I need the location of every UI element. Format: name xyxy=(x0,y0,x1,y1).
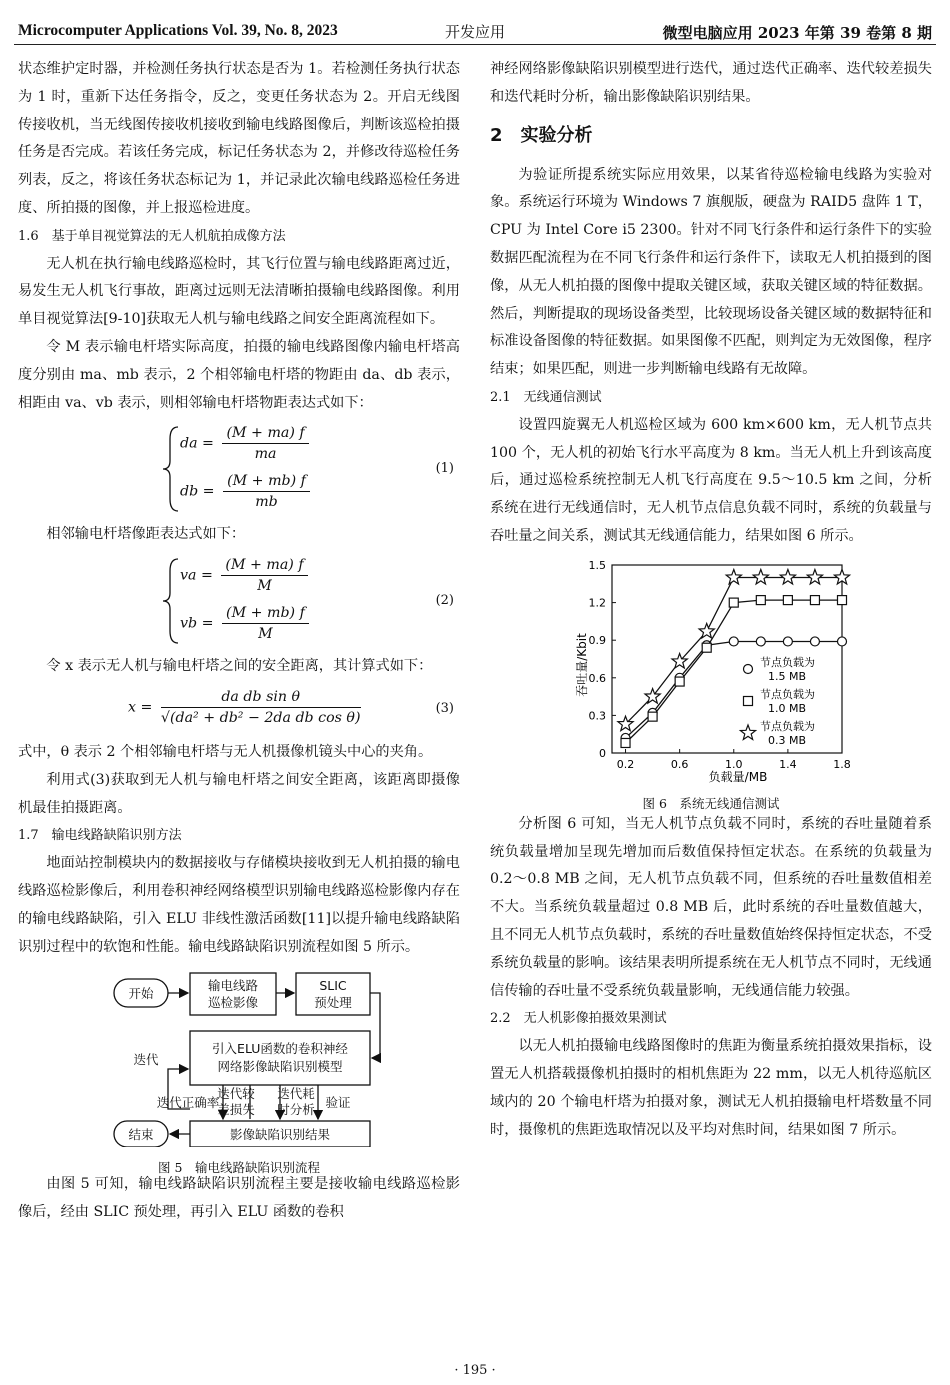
legend-label: 0.3 MB xyxy=(768,733,807,747)
model-label-2: 网络影像缺陷识别模型 xyxy=(217,1059,343,1075)
legend-marker-square xyxy=(744,696,753,705)
paragraph: 无人机在执行输电线路巡检时，其飞行位置与输电线路距离过近，易发生无人机飞行事故，距离过远则无法清晰拍摄输电线路图像。利用单目视觉算法[9-10]获取无人机与输电线路之间安全距离流程如下。 xyxy=(18,255,460,328)
page-number: · 195 · xyxy=(454,1363,496,1378)
data-point-square xyxy=(675,677,684,686)
data-point-star xyxy=(699,623,714,638)
y-tick-label: 0.3 xyxy=(588,709,606,723)
cnn-model-node xyxy=(190,1031,370,1085)
legend-label: 1.5 MB xyxy=(768,669,807,683)
paragraph: 相邻输电杆塔像距表达式如下： xyxy=(46,526,246,543)
end-label: 结束 xyxy=(128,1127,154,1143)
eq2-lhs-1: va xyxy=(180,567,197,584)
legend-marker-circle xyxy=(744,664,753,673)
eq2-lhs-2: vb xyxy=(180,615,198,632)
section-heading-2: 2 实验分析 xyxy=(490,124,593,146)
data-point-square xyxy=(621,738,630,747)
right-column xyxy=(490,56,932,1144)
figure-6-chart xyxy=(490,557,932,811)
eq1-numerator-1: (M + ma) f xyxy=(222,423,308,444)
data-point-circle xyxy=(810,637,819,646)
y-tick-label: 0 xyxy=(599,746,606,760)
equation-2: va = $\frac{(M + ma) f}{M}$ vb = $\frac{(M + mb) f}{M}$ (2) xyxy=(18,553,460,649)
eq3-numerator: da db sin θ xyxy=(161,687,361,708)
data-point-star xyxy=(645,688,660,703)
y-tick-label: 1.5 xyxy=(588,558,606,572)
page-header xyxy=(0,0,950,44)
equation-number-3: (3) xyxy=(435,700,454,716)
data-point-circle xyxy=(756,637,765,646)
figure-6-caption: 图 6 系统无线通信测试 xyxy=(642,795,780,811)
figure-5-flowchart xyxy=(18,969,460,1176)
legend-label: 1.0 MB xyxy=(768,701,807,715)
eq1-lhs-2: db xyxy=(180,483,199,500)
legend-label: 节点负载为 xyxy=(760,687,815,701)
time-label-1: 迭代耗 xyxy=(277,1086,315,1102)
loss-label-2: 差损失 xyxy=(217,1102,255,1118)
paragraph: 以无人机拍摄输电线路图像时的焦距为衡量系统拍摄效果指标，设置无人机搭载摄像机拍摄时的相机焦距为 22 mm，以无人机待巡航区域内的 20 个输电杆塔为拍摄对象，测试无人机拍摄输电杆塔数量不同时，摄像机的焦距选取情况以及平均对焦时间，结果如图 7 所示。 xyxy=(490,1038,932,1138)
iteration-label: 迭代 xyxy=(133,1052,159,1068)
paragraph: 由图 5 可知，输电线路缺陷识别流程主要是接收输电线路巡检影像后，经由 SLIC 预处理，再引入 ELU 函数的卷积 xyxy=(18,1176,460,1221)
loss-label-1: 迭代较 xyxy=(217,1086,255,1102)
x-axis-label: 负载量/MB xyxy=(708,769,768,783)
eq3-denominator: √(da² + db² − 2da db cos θ) xyxy=(160,709,361,726)
legend-marker-star xyxy=(740,725,755,740)
eq1-denominator-1: ma xyxy=(254,446,277,463)
y-axis-label: 吞吐量/Kbit xyxy=(575,632,589,697)
eq2-denominator-1: M xyxy=(257,578,272,595)
equation-number-2: (2) xyxy=(435,593,454,609)
left-column xyxy=(18,56,460,1227)
image-label-1: 输电线路 xyxy=(207,978,259,994)
x-tick-label: 1.8 xyxy=(833,757,851,771)
data-point-square xyxy=(756,595,765,604)
data-point-square xyxy=(810,595,819,604)
equation-3 xyxy=(18,685,460,735)
eq1-numerator-2: (M + mb) f xyxy=(223,471,310,492)
figure-5-caption: 图 5 输电线路缺陷识别流程 xyxy=(158,1160,320,1176)
eq3-lhs: x = xyxy=(128,699,153,716)
eq2-denominator-2: M xyxy=(258,626,273,643)
data-point-circle xyxy=(783,637,792,646)
data-point-circle xyxy=(729,637,738,646)
time-label-2: 时分析 xyxy=(277,1102,315,1118)
paragraph: 为验证所提系统实际应用效果，以某省待巡检输电线路为实验对象。系统运行环境为 Windows 7 旗舰版，硬盘为 RAID5 盘阵 1 T，CPU 为 Intel Core i5 2300。针对不同飞行条件和运行条件下的实验数据匹配流程为在不同飞行条件和运行条件下，读取无人机拍摄到的图像，从无人机拍摄的图像中提取关键区域，获取关键区域的特征数据。然后，判断提取的现场设备类型，比较现场设备关键区域的数据特征和标准设备图像的特征数据。如果图像不匹配，则判定为无效图像，程序结束；如果匹配，则进一步判断输电线路有无故障。 xyxy=(490,166,932,378)
data-point-square xyxy=(729,598,738,607)
paragraph: 令 M 表示输电杆塔实际高度，拍摄的输电线路图像内输电杆塔高度分别由 ma、mb 表示，2 个相邻输电杆塔的物距由 da、db 表示，相距由 va、vb 表示，则相邻输电杆塔物距表达式如下： xyxy=(18,338,460,411)
eq2-numerator-2: (M + mb) f xyxy=(222,603,309,624)
start-label: 开始 xyxy=(128,986,154,1002)
section-heading-1-6: 1.6 基于单目视觉算法的无人机航拍成像方法 xyxy=(18,228,286,244)
verify-label: 验证 xyxy=(325,1095,351,1111)
paragraph: 状态维护定时器，并检测任务执行状态是否为 1。若检测任务执行状态为 1 时，重新下达任务指令，反之，变更任务状态为 2。开启无线图传接收机，当无线图传接收机接收到输电线路图像后，判断该巡检拍摄任务是否完成。若该任务完成，标记任务状态为 2，并修改待巡检任务列表，反之，将该任务状态标记为 1，并记录此次输电线路巡检任务进度、所拍摄的图像，并上报巡检进度。 xyxy=(18,61,460,216)
equation-number-1: (1) xyxy=(435,461,454,477)
paragraph: 利用式(3)获取到无人机与输电杆塔之间安全距离，该距离即摄像机最佳拍摄距离。 xyxy=(18,771,460,816)
paragraph: 设置四旋翼无人机巡检区域为 600 km×600 km，无人机节点共 100 个，无人机的初始飞行水平高度为 8 km。当无人机上升到该高度后，通过巡检系统控制无人机飞行高度在 9.5～10.5 km 之间，分析系统在进行无线通信时，无人机节点信息负载不同时，系统的负载量与吞吐量之间关系，测试其无线通信能力，结果如图 6 所示。 xyxy=(490,416,932,544)
journal-chinese-title: 微型电脑应用 2023 年第 39 卷第 8 期 xyxy=(662,24,932,42)
data-point-star xyxy=(807,569,822,584)
eq2-numerator-1: (M + ma) f xyxy=(221,555,307,576)
paragraph: 分析图 6 可知，当无人机节点负载不同时，系统的吞吐量随着系统负载量增加呈现先增加而后数值保持恒定状态。在系统的负载量为 0.2～0.8 MB 之间，无人机节点负载不同，但系统的吞吐量数值相差不大。当系统负载量超过 0.8 MB 后，此时系统的吞吐量数值越大，且不同无人机节点负载时，系统的吞吐量数值始终保持恒定状态，不受系统负载量的影响。该结果表明所提系统在无人机节点不同时，无线通信传输的吞吐量不受系统负载量影响，无线通信能力较强。 xyxy=(490,815,932,999)
data-point-circle xyxy=(838,637,847,646)
legend-label: 节点负载为 xyxy=(760,719,815,733)
x-tick-label: 1.4 xyxy=(779,757,797,771)
column-label: 开发应用 xyxy=(444,23,505,41)
slic-label-1: SLIC xyxy=(319,978,347,994)
section-heading-2-2: 2.2 无人机影像拍摄效果测试 xyxy=(490,1011,667,1027)
journal-english-title: Microcomputer Applications Vol. 39, No. 8, 2023 xyxy=(18,22,338,39)
data-point-square xyxy=(702,643,711,652)
header-rule xyxy=(14,44,936,45)
result-label: 影像缺陷识别结果 xyxy=(229,1127,331,1143)
image-label-2: 巡检影像 xyxy=(207,995,259,1011)
x-tick-label: 0.6 xyxy=(670,757,689,771)
x-tick-label: 1.0 xyxy=(725,757,743,771)
throughput-chart xyxy=(490,557,932,783)
accuracy-label: 迭代正确率 xyxy=(156,1095,220,1111)
data-point-square xyxy=(838,595,847,604)
eq1-denominator-2: mb xyxy=(255,494,278,511)
y-tick-label: 1.2 xyxy=(588,596,606,610)
section-heading-1-7: 1.7 输电线路缺陷识别方法 xyxy=(18,828,182,844)
paragraph: 地面站控制模块内的数据接收与存储模块接收到无人机拍摄的输电线路巡检影像后，利用卷积神经网络模型识别输电线路巡检影像内存在的输电线路缺陷，引入 ELU 非线性激活函数[11]以提升输电线路缺陷识别过程中的软饱和性能。输电线路缺陷识别流程如图 5 所示。 xyxy=(18,855,460,955)
paragraph: 神经网络影像缺陷识别模型进行迭代，通过迭代正确率、迭代较差损失和迭代耗时分析，输出影像缺陷识别结果。 xyxy=(490,61,932,105)
y-tick-label: 0.6 xyxy=(588,671,606,685)
legend-label: 节点负载为 xyxy=(760,655,815,669)
data-point-square xyxy=(648,712,657,721)
data-point-square xyxy=(783,595,792,604)
slic-label-2: 预处理 xyxy=(314,995,352,1011)
equation-1: da = $\frac{(M + ma) f}{ma}$ db = $\frac{(M + mb) f}{mb}$ (1) xyxy=(18,421,460,517)
data-point-star xyxy=(780,569,795,584)
paragraph: 令 x 表示无人机与输电杆塔之间的安全距离，其计算式如下： xyxy=(46,658,433,675)
eq1-lhs-1: da xyxy=(180,435,198,452)
x-tick-label: 0.2 xyxy=(616,757,635,771)
data-point-star xyxy=(726,569,741,584)
y-tick-label: 0.9 xyxy=(588,633,606,647)
paragraph: 式中，θ 表示 2 个相邻输电杆塔与无人机摄像机镜头中心的夹角。 xyxy=(18,743,433,760)
data-point-star xyxy=(753,569,768,584)
model-label-1: 引入ELU函数的卷积神经 xyxy=(212,1041,348,1057)
section-heading-2-1: 2.1 无线通信测试 xyxy=(490,389,602,405)
flowchart-svg xyxy=(18,969,460,1147)
